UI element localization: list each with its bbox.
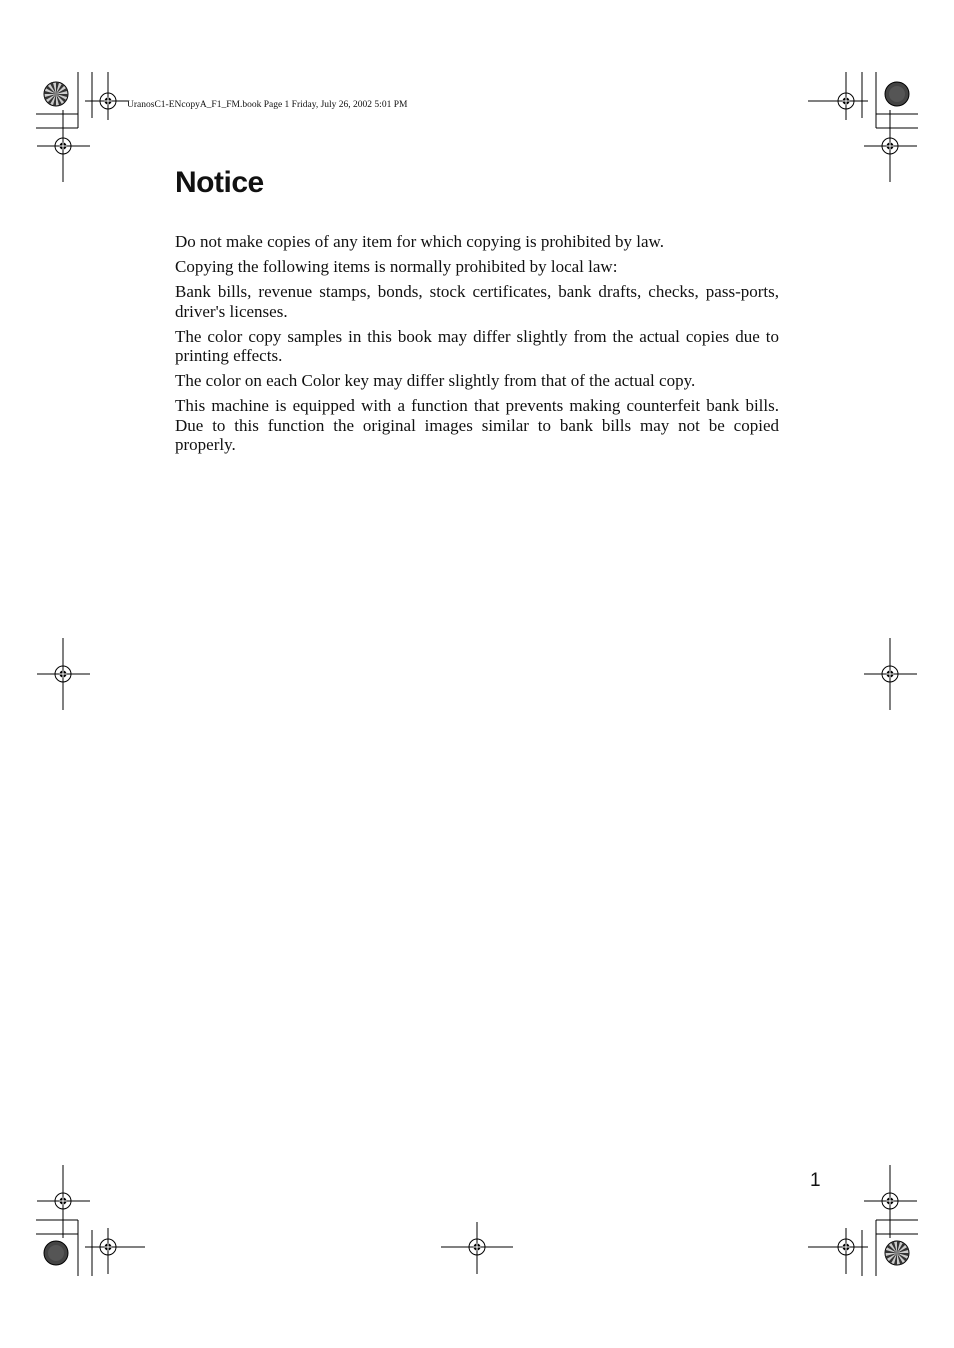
- color-patch-bottom-left: [44, 1241, 68, 1265]
- paragraph: Copying the following items is normally prohibited by local law:: [175, 257, 618, 276]
- page-number: 1: [810, 1170, 821, 1191]
- paragraph: The color on each Color key may differ slightly from that of the actual copy.: [175, 371, 696, 390]
- paragraph: This machine is equipped with a function that prevents making counterfeit bank bills. Due to this function the original images similar to bank bills may not be copied properly.: [175, 396, 779, 454]
- paragraph: Do not make copies of any item for which copying is prohibited by law.: [175, 232, 664, 251]
- print-slug: UranosC1-ENcopyA_F1_FM.book Page 1 Friday, July 26, 2002 5:01 PM: [127, 100, 408, 110]
- color-wheel-top-left: [44, 82, 68, 106]
- notice-body: [175, 232, 779, 460]
- color-wheel-bottom-right: [885, 1241, 909, 1265]
- paragraph: Bank bills, revenue stamps, bonds, stock certificates, bank drafts, checks, pass-ports, driver's licenses.: [175, 282, 779, 321]
- crop-mark-middle: [37, 638, 917, 710]
- page-title: Notice: [175, 166, 264, 199]
- color-patch-top-right: [885, 82, 909, 106]
- paragraph: The color copy samples in this book may differ slightly from the actual copies due to printing effects.: [175, 326, 779, 365]
